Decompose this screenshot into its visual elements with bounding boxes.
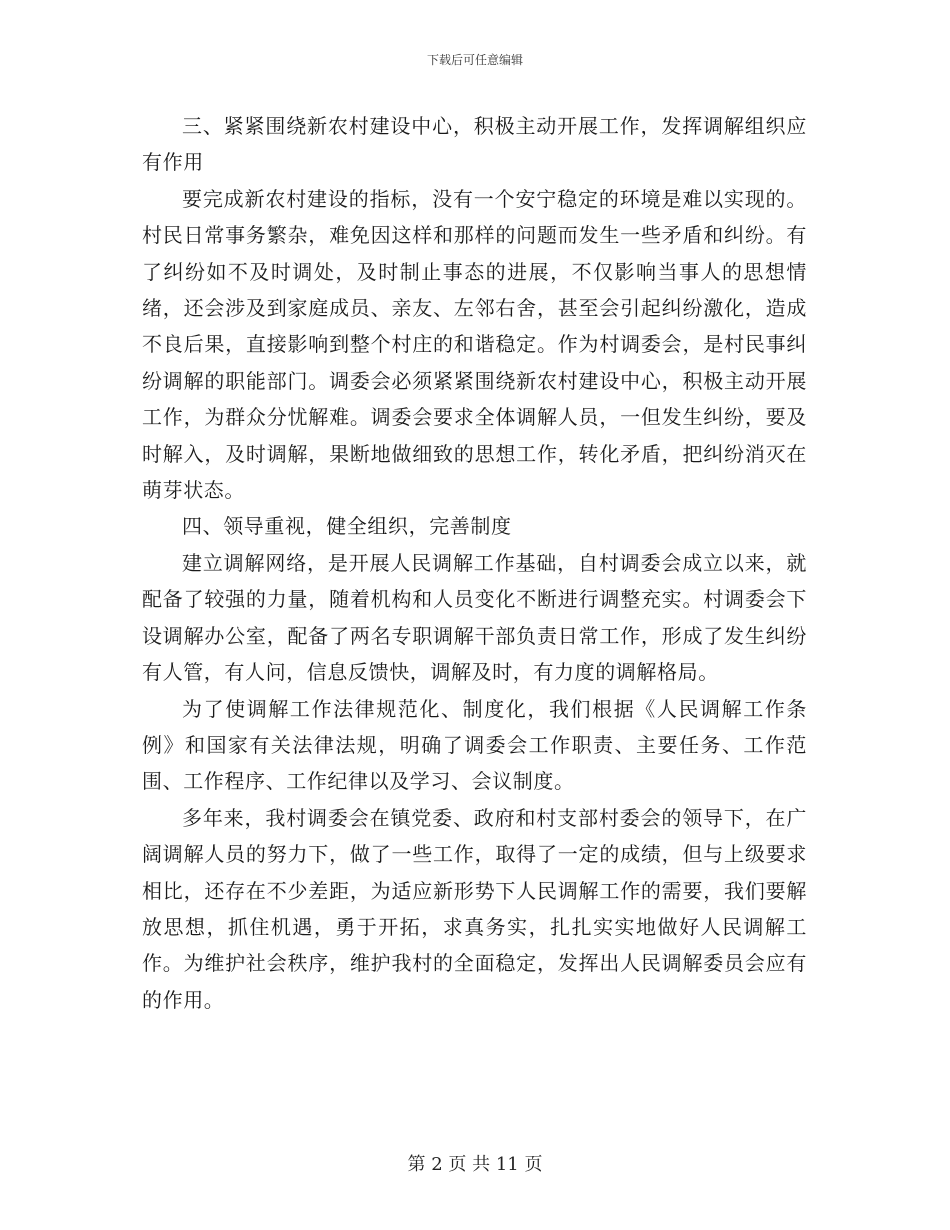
section-heading-three: 三、紧紧围绕新农村建设中心，积极主动开展工作，发挥调解组织应有作用 — [142, 114, 807, 175]
body-paragraph: 要完成新农村建设的指标，没有一个安宁稳定的环境是难以实现的。村民日常事务繁杂，难免因这样和那样的问题而发生一些矛盾和纠纷。有了纠纷如不及时调处，及时制止事态的进展，不仅影响当事人的思想情绪，还会涉及到家庭成员、亲友、左邻右舍，甚至会引起纠纷激化，造成不良后果，直接影响到整个村庄的和谐稳定。作为村调委会，是村民事纠纷调解的职能部门。调委会必须紧紧围绕新农村建设中心，积极主动开展工作，为群众分忧解难。调委会要求全体调解人员，一但发生纠纷，要及时解入，及时调解，果断地做细致的思想工作，转化矛盾，把纠纷消灭在萌芽状态。 — [142, 186, 807, 503]
body-paragraph: 建立调解网络，是开展人民调解工作基础，自村调委会成立以来，就配备了较强的力量，随着机构和人员变化不断进行调整充实。村调委会下设调解办公室，配备了两名专职调解干部负责日常工作，形成了发生纠纷有人管，有人问，信息反馈快，调解及时，有力度的调解格局。 — [142, 550, 807, 685]
page-header-note: 下载后可任意编辑 — [426, 53, 523, 67]
body-paragraph: 为了使调解工作法律规范化、制度化，我们根据《人民调解工作条例》和国家有关法律法规，明确了调委会工作职责、主要任务、工作范围、工作程序、工作纪律以及学习、会议制度。 — [142, 696, 807, 794]
page-number-footer: 第 2 页 共 11 页 — [407, 1154, 543, 1175]
body-paragraph: 多年来，我村调委会在镇党委、政府和村支部村委会的领导下，在广阔调解人员的努力下，做了一些工作，取得了一定的成绩，但与上级要求相比，还存在不少差距，为适应新形势下人民调解工作的需要，我们要解放思想，抓住机遇，勇于开拓，求真务实，扎扎实实地做好人民调解工作。为维护社会秩序，维护我村的全面稳定，发挥出人民调解委员会应有的作用。 — [142, 805, 807, 1012]
section-heading-four: 四、领导重视，健全组织，完善制度 — [182, 514, 512, 539]
document-body — [142, 108, 807, 1018]
